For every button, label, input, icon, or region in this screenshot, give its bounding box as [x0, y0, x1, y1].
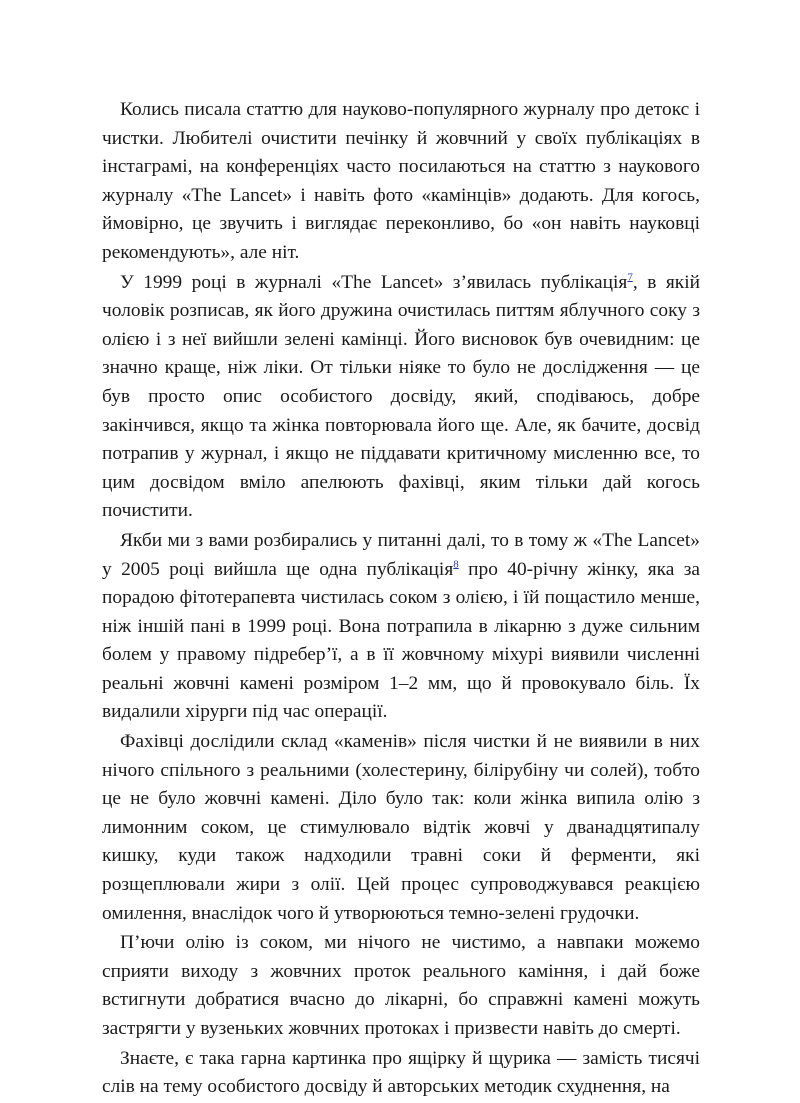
paragraph-6-text: Знаєте, є така гарна картинка про ящірку й щурика — замість тисячі слів на тему особистого досвіду й авторських методик схуднення, на — [102, 1047, 700, 1098]
paragraph-4 — [102, 728, 700, 928]
paragraph-5-text: П’ючи олію із соком, ми нічого не чистимо, а навпаки можемо сприяти виходу з жовчних проток реального каміння, і дай боже встигнути добратися вчасно до лікарні, бо справжні камені можуть застрягти у вузеньких жовчних протоках і призвести навіть до смерті. — [102, 932, 700, 1039]
paragraph-3-text-a: Якби ми з вами розбирались у питанні далі, то в тому ж «The Lancet» у 2005 році вийшла ще одна публікація — [102, 529, 700, 580]
book-page-text — [102, 96, 700, 1103]
paragraph-3-text-b: про 40-річну жінку, яка за порадою фітотерапевта чистилась соком з олією, і їй пощастило менше, ніж іншій пані в 1999 році. Вона потрапила в лікарню з дуже сильним болем у правому підребер’ї, а в її жовчному міхурі виявили численні реальні жовчні камені розміром 1–2 мм, що й провокувало біль. Їх видалили хірурги під час операції. — [102, 558, 701, 723]
paragraph-4-text: Фахівці дослідили склад «каменів» після чистки й не виявили в них нічого спільного з реальними (холестерину, білірубіну чи солей), тобто це не було жовчні камені. Діло було так: коли жінка випила олію з лимонним соком, це стимулювало відтік жовчі у дванадцятипалу кишку, куди також надходили травні соки й ферменти, які розщеплювали жири з олії. Цей процес супроводжувався реакцією омилення, внаслідок чого й утворюються темно-зелені грудочки. — [102, 731, 700, 924]
footnote-link-8[interactable]: 8 — [453, 558, 459, 571]
paragraph-1 — [102, 96, 700, 268]
paragraph-6 — [102, 1045, 700, 1102]
paragraph-5 — [102, 929, 700, 1043]
paragraph-2 — [102, 269, 700, 526]
paragraph-1-text: Колись писала статтю для науково-популярного журналу про детокс і чистки. Любителі очистити печінку й жовчний у своїх публікаціях в інстаграмі, на конференціях часто посилаються на статтю з наукового журналу «The Lancet» і навіть фото «камінців» додають. Для когось, ймовірно, це звучить і виглядає переконливо, бо «он навіть науковці рекомендують», але ніт. — [102, 99, 700, 263]
paragraph-2-text-b: , в якій чоловік розписав, як його дружина очистилась питтям яблучного соку з олією і з неї вийшли зелені камінці. Його висновок був очевидним: це значно краще, ніж ліки. От тільки ніяке то було не дослідження — це був просто опис особистого досвіду, який, сподіваюсь, добре закінчився, якщо та жінка повторювала його ще. Але, як бачите, досвід потрапив у журнал, і якщо не піддавати критичному мисленню все, то цим досвідом вміло апелюють фахівці, яким тільки дай когось почистити. — [102, 271, 700, 522]
paragraph-3 — [102, 527, 700, 727]
footnote-link-7[interactable]: 7 — [627, 271, 633, 284]
paragraph-2-text-a: У 1999 році в журналі «The Lancet» з’явилась публікація — [120, 271, 628, 293]
